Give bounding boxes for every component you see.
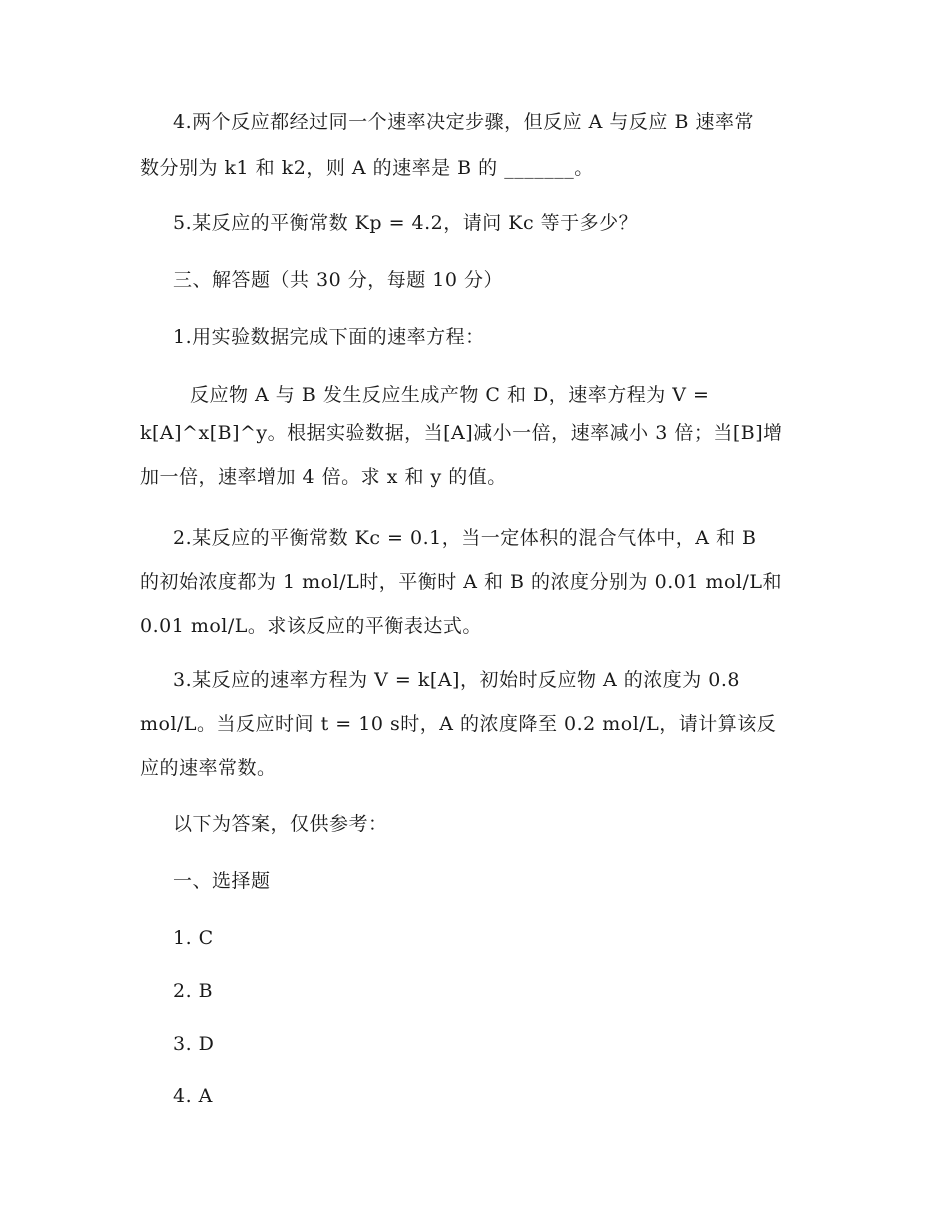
- question-1-body-line-3: 加一倍，速率增加 4 倍。求 x 和 y 的值。: [140, 466, 507, 488]
- answer-item: [140, 972, 816, 1010]
- answer-item-3: 3. D: [173, 1033, 215, 1055]
- question-2-line-2: 的初始浓度都为 1 mol/L时，平衡时 A 和 B 的浓度分别为 0.01 mol/L和: [140, 571, 782, 593]
- question-4-line-1: 4.两个反应都经过同一个速率决定步骤，但反应 A 与反应 B 速率常: [173, 111, 754, 133]
- section-3-heading-text: 三、解答题（共 30 分，每题 10 分）: [173, 269, 504, 291]
- answer-item-2: 2. B: [173, 980, 214, 1002]
- answers-section-1-heading: [140, 862, 816, 900]
- question-2-line-3: 0.01 mol/L。求该反应的平衡表达式。: [140, 615, 482, 637]
- section-3-heading: [140, 261, 816, 299]
- question-3-line-2: mol/L。当反应时间 t = 10 s时，A 的浓度降至 0.2 mol/L，请计算该反: [140, 713, 777, 735]
- question-1-body: [140, 376, 816, 496]
- answers-section-1-heading-text: 一、选择题: [173, 870, 271, 892]
- answer-item: [140, 1077, 816, 1115]
- question-1-body-line-1: 反应物 A 与 B 发生反应生成产物 C 和 D，速率方程为 V =: [190, 384, 710, 406]
- answers-intro: [140, 805, 816, 843]
- question-2-line-1: 2.某反应的平衡常数 Kc = 0.1，当一定体积的混合气体中，A 和 B: [173, 527, 757, 549]
- question-5-line-1: 5.某反应的平衡常数 Kp = 4.2，请问 Kc 等于多少？: [173, 212, 639, 234]
- question-4-line-2: 数分别为 k1 和 k2，则 A 的速率是 B 的 _______。: [140, 157, 594, 179]
- question-1-title-text: 1.用实验数据完成下面的速率方程：: [173, 326, 485, 348]
- answer-item-1: 1. C: [173, 927, 214, 949]
- answer-item: [140, 1025, 816, 1063]
- question-4-fill-blank: [140, 103, 816, 187]
- answer-item: [140, 919, 816, 957]
- question-3-line-3: 应的速率常数。: [140, 757, 277, 779]
- question-5-fill-blank: [140, 204, 816, 242]
- answers-intro-text: 以下为答案，仅供参考：: [173, 813, 388, 835]
- question-1-title: [140, 318, 816, 356]
- answer-item-4: 4. A: [173, 1085, 213, 1107]
- question-1-body-line-2: k[A]^x[B]^y。根据实验数据，当[A]减小一倍，速率减小 3 倍；当[B]增: [140, 422, 783, 444]
- question-3: [140, 661, 816, 787]
- question-2: [140, 519, 816, 645]
- question-3-line-1: 3.某反应的速率方程为 V = k[A]，初始时反应物 A 的浓度为 0.8: [173, 669, 741, 691]
